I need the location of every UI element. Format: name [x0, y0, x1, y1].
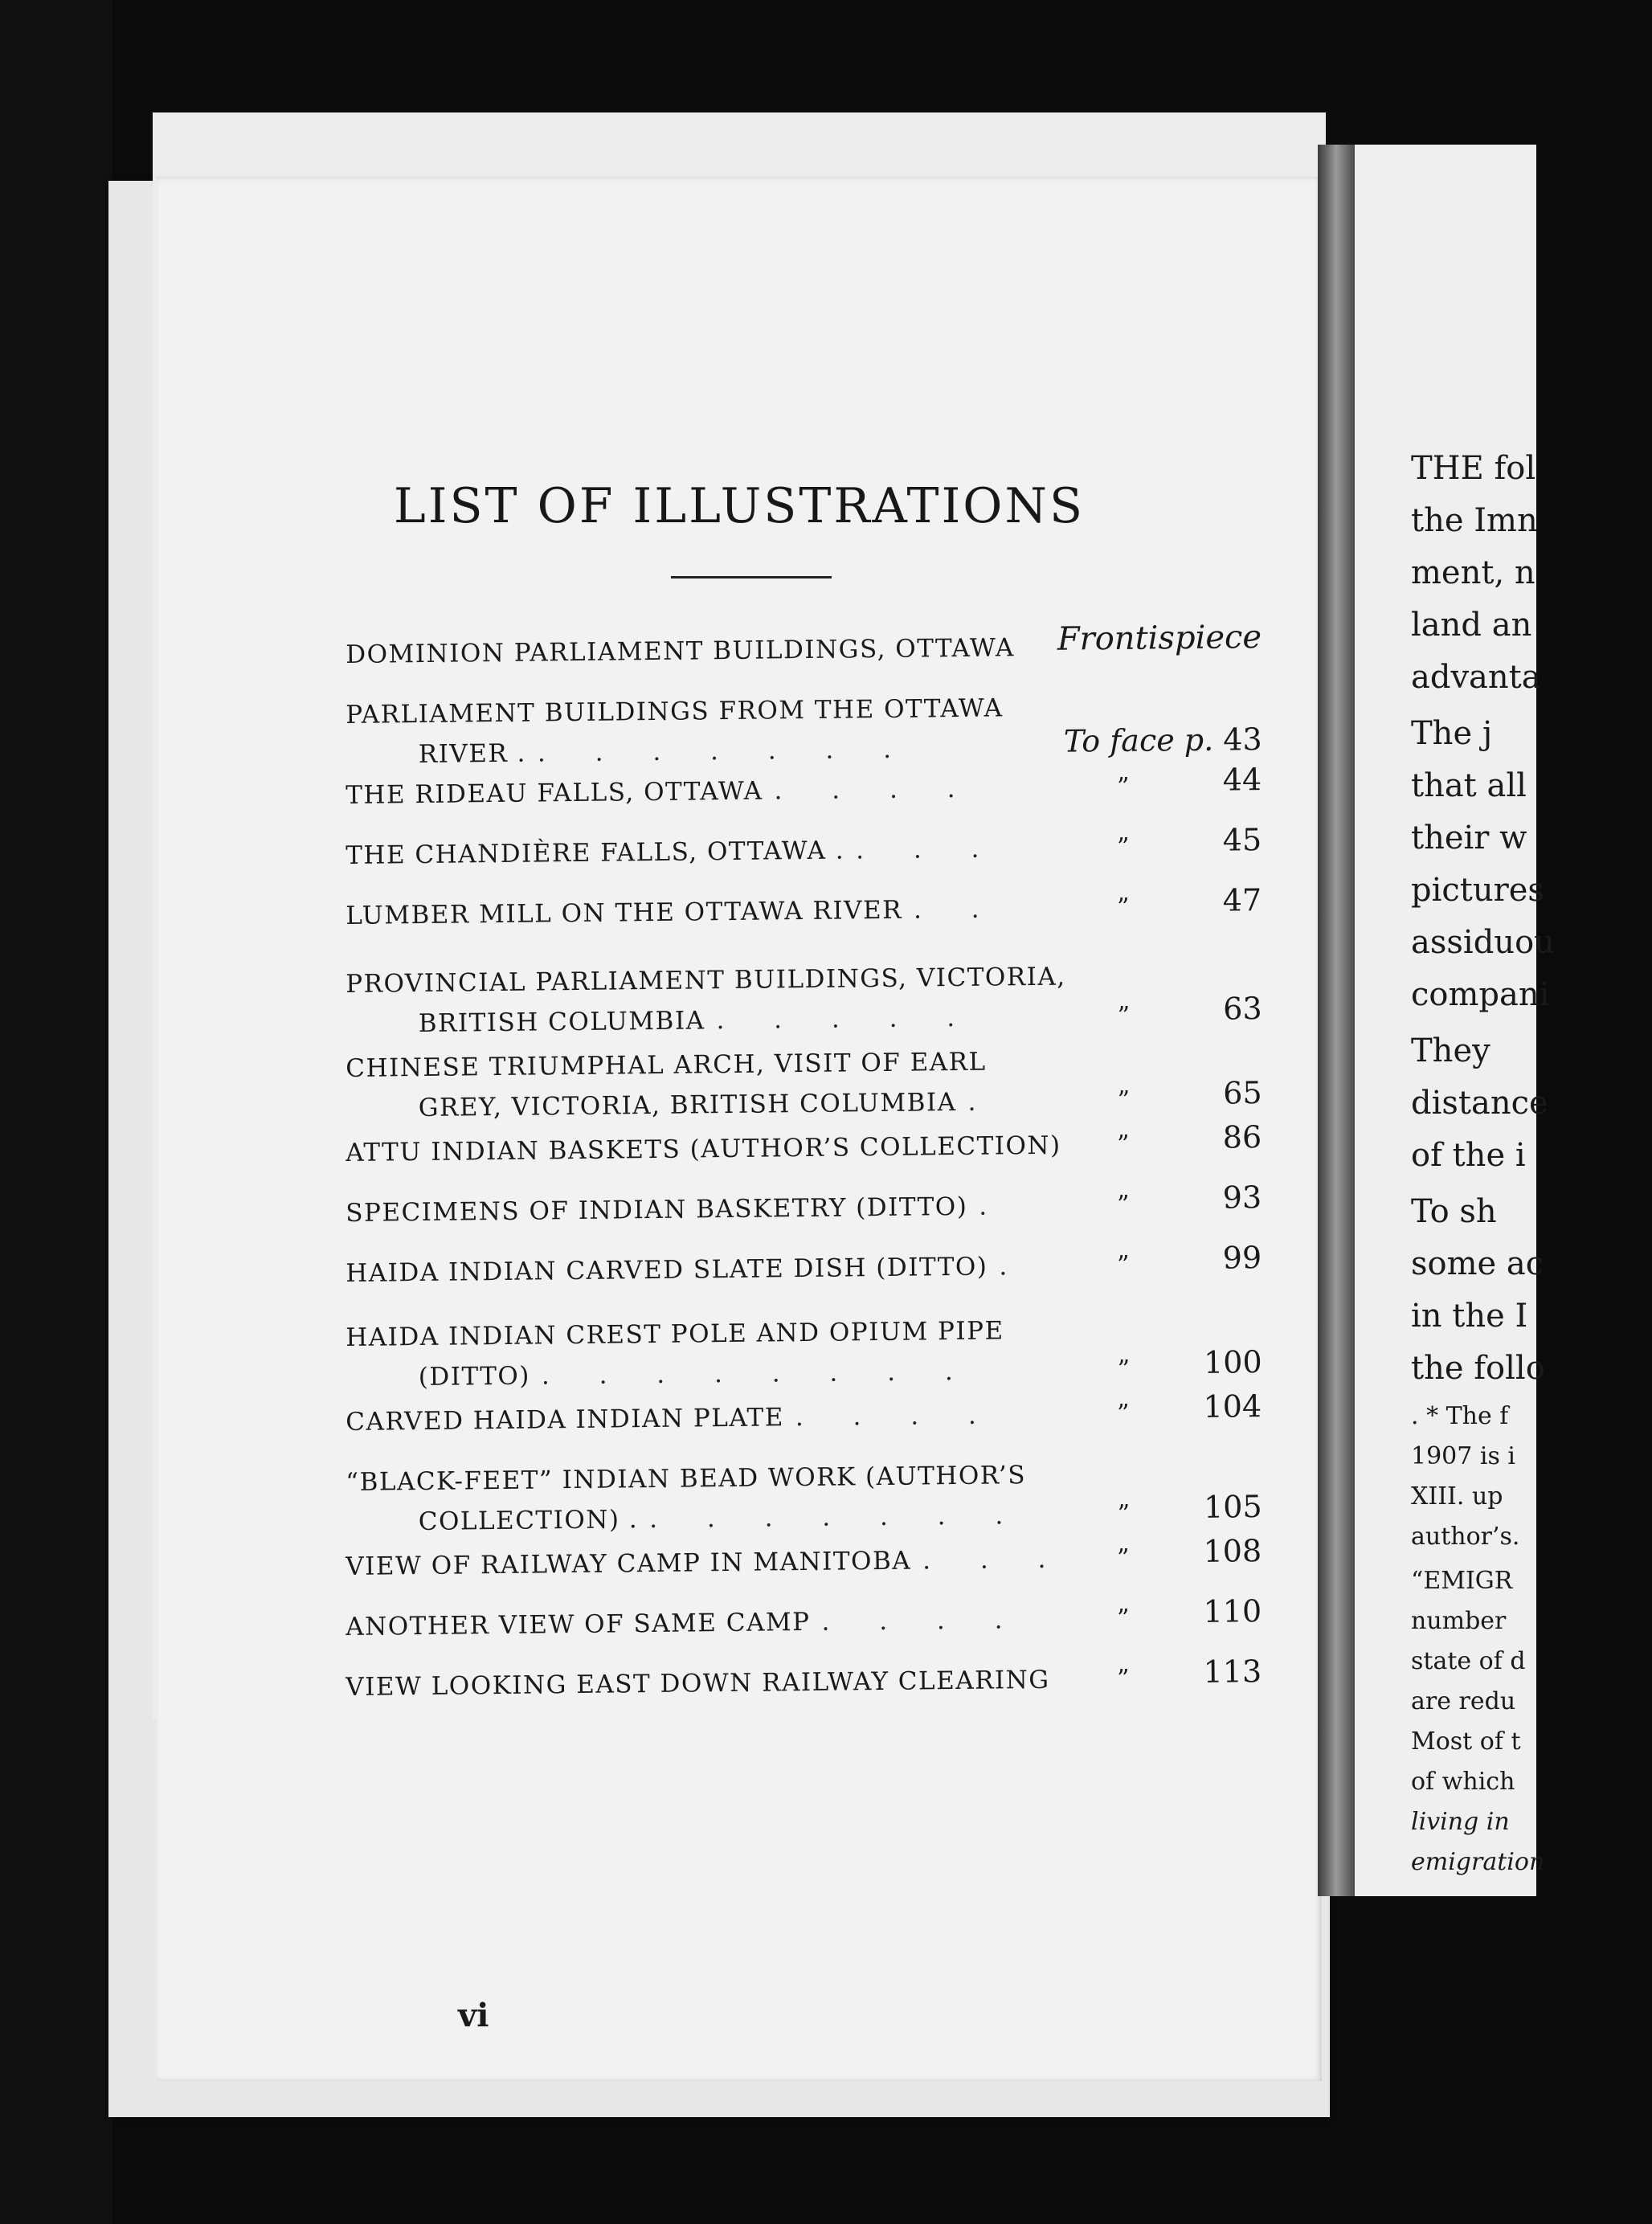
book-page-right: [1355, 145, 1555, 1896]
entry-caption-line: [346, 1489, 1262, 1543]
ditto-mark: ”: [1117, 1250, 1131, 1279]
right-page-line: distance: [1411, 1085, 1548, 1122]
leader-dots: . . . . . . .: [537, 734, 913, 768]
right-page-line: some ac: [1411, 1245, 1544, 1282]
page-number: 113: [1203, 1654, 1262, 1690]
entry-caption: “BLACK-FEET” INDIAN BEAD WORK (AUTHOR’S: [346, 1461, 1027, 1497]
page-number: 99: [1222, 1240, 1262, 1276]
ditto-mark: ”: [1117, 1664, 1131, 1693]
entry-caption-line: [346, 1533, 1262, 1587]
page-title: LIST OF ILLUSTRATIONS: [393, 478, 1086, 534]
right-page-footnote-line: XIII. up: [1411, 1482, 1503, 1511]
leader-dots: . . . .: [795, 1400, 997, 1433]
right-page-footnote-line: Most of t: [1411, 1727, 1521, 1756]
leader-dots: . . . . . . . .: [541, 1356, 974, 1391]
ditto-mark: ”: [1117, 1130, 1131, 1159]
right-page-line: To sh: [1411, 1193, 1497, 1230]
right-page-line: of the i: [1411, 1137, 1526, 1174]
entry-caption: GREY, VICTORIA, BRITISH COLUMBIA: [418, 1088, 957, 1123]
entry-caption: COLLECTION) .: [418, 1505, 639, 1537]
illustration-entry: [346, 1119, 1262, 1173]
entry-caption-line: [346, 822, 1262, 876]
entry-caption: THE CHANDIÈRE FALLS, OTTAWA .: [346, 836, 845, 870]
illustration-entry: [346, 619, 1262, 675]
page-number: 104: [1203, 1388, 1262, 1425]
right-page-line: in the I: [1411, 1298, 1528, 1335]
page-number: 44: [1222, 762, 1262, 798]
page-number: 63: [1223, 991, 1262, 1027]
right-page-line: that all: [1411, 767, 1527, 804]
illustration-entry: [346, 1179, 1262, 1233]
right-page-footnote-line: are redu: [1411, 1687, 1516, 1715]
entry-caption-line: [346, 1179, 1262, 1233]
right-page-line: pictures: [1411, 872, 1544, 909]
illustration-entry: [346, 762, 1262, 816]
page-number: 108: [1203, 1533, 1262, 1569]
entry-caption-line: [346, 1119, 1262, 1173]
ditto-mark: ”: [1117, 1355, 1131, 1384]
illustration-entry: [346, 1039, 1262, 1129]
leader-dots: . . . .: [774, 774, 976, 806]
entry-caption-line: [346, 1075, 1262, 1129]
right-page-footnote-line: emigration: [1411, 1848, 1545, 1876]
entry-caption: SPECIMENS OF INDIAN BASKETRY (DITTO): [346, 1192, 968, 1228]
illustration-entry: [346, 1388, 1262, 1442]
entry-caption: PARLIAMENT BUILDINGS FROM THE OTTAWA: [346, 693, 1004, 730]
leader-dots: .: [967, 1087, 997, 1117]
right-page-line: They: [1411, 1032, 1490, 1069]
right-page-footnote-line: “EMIGR: [1411, 1567, 1513, 1595]
entry-caption-line: [346, 1388, 1262, 1442]
entry-caption: CARVED HAIDA INDIAN PLATE: [346, 1403, 785, 1437]
to-face-label: To face p.: [1063, 722, 1224, 759]
entry-caption: RIVER .: [418, 738, 527, 770]
entry-caption: BRITISH COLUMBIA: [418, 1006, 705, 1039]
entry-caption: LUMBER MILL ON THE OTTAWA RIVER: [346, 895, 903, 930]
right-page-line: their w: [1411, 820, 1527, 856]
entry-caption: ATTU INDIAN BASKETS (AUTHOR’S COLLECTION): [346, 1130, 1061, 1167]
page-reference: [1064, 719, 1262, 762]
frontispiece-label: Frontispiece: [1057, 619, 1262, 658]
right-page-footnote-line: of which: [1411, 1768, 1515, 1796]
entry-caption: THE RIDEAU FALLS, OTTAWA: [346, 776, 763, 810]
entry-caption: HAIDA INDIAN CREST POLE AND OPIUM PIPE: [346, 1316, 1004, 1352]
right-page-line: the follo: [1411, 1350, 1545, 1387]
entry-caption: (DITTO): [418, 1361, 531, 1392]
ditto-mark: ”: [1117, 1499, 1131, 1528]
entry-caption: CHINESE TRIUMPHAL ARCH, VISIT OF EARL: [346, 1047, 987, 1083]
right-page-line: land an: [1411, 607, 1532, 644]
background-left: [0, 0, 112, 2224]
illustration-entry: [346, 685, 1262, 775]
right-page-footnote-line: 1907 is i: [1411, 1442, 1516, 1470]
right-page-footnote-line: living in: [1411, 1808, 1510, 1836]
page-number: 86: [1222, 1119, 1262, 1155]
page-number: 93: [1222, 1179, 1262, 1216]
page-number: 105: [1203, 1489, 1262, 1525]
right-page-line: The j: [1411, 715, 1493, 752]
right-page-footnote-line: number: [1411, 1607, 1507, 1635]
entry-caption-line: [346, 882, 1262, 936]
entry-caption: ANOTHER VIEW OF SAME CAMP: [346, 1607, 811, 1641]
right-page-line: the Imn: [1411, 502, 1538, 539]
entry-caption: DOMINION PARLIAMENT BUILDINGS, OTTAWA: [346, 633, 1015, 669]
entry-caption-line: [346, 762, 1262, 816]
entry-caption-line: [346, 991, 1262, 1045]
page-number: 110: [1203, 1593, 1262, 1629]
right-page-footnote-line: author’s.: [1411, 1523, 1520, 1551]
leader-dots: . . .: [855, 834, 1000, 865]
entry-caption: VIEW LOOKING EAST DOWN RAILWAY CLEARING: [346, 1665, 1050, 1702]
leader-dots: . . . . .: [716, 1003, 976, 1036]
illustration-entry: [346, 822, 1262, 876]
page-number: 100: [1203, 1344, 1262, 1380]
ditto-mark: ”: [1117, 1190, 1131, 1219]
right-page-line: ment, n: [1411, 554, 1535, 591]
page-number: 43: [1223, 722, 1262, 758]
leader-dots: .: [999, 1252, 1028, 1282]
book-gutter: [1318, 145, 1355, 1896]
leader-dots: .: [979, 1192, 1008, 1221]
page-number: 45: [1222, 822, 1262, 858]
illustration-entry: [346, 1240, 1262, 1294]
book-page-left: [157, 177, 1322, 2081]
illustration-entry: [346, 1654, 1262, 1707]
illustration-entry: [346, 882, 1262, 936]
illustration-entry: [346, 955, 1262, 1045]
ditto-mark: ”: [1117, 832, 1131, 861]
right-page-line: compani: [1411, 976, 1550, 1013]
page-number: 65: [1223, 1075, 1262, 1111]
page-number: 47: [1222, 882, 1262, 918]
entry-caption: HAIDA INDIAN CARVED SLATE DISH (DITTO): [346, 1252, 988, 1288]
title-rule: [671, 576, 832, 578]
leader-dots: . . . .: [821, 1605, 1024, 1637]
leader-dots: . .: [913, 894, 1000, 925]
entry-caption-line: [346, 1593, 1262, 1647]
entry-caption: VIEW OF RAILWAY CAMP IN MANITOBA: [346, 1546, 912, 1581]
ditto-mark: ”: [1117, 1543, 1131, 1572]
illustration-entry: [346, 1308, 1262, 1398]
leader-dots: . . . . . . .: [648, 1501, 1024, 1535]
right-page-line: THE fol: [1411, 450, 1536, 487]
illustration-entry: [346, 1453, 1262, 1543]
ditto-mark: ”: [1117, 772, 1131, 801]
right-page-footnote-line: state of d: [1411, 1647, 1526, 1675]
illustration-entry: [346, 1593, 1262, 1647]
right-page-footnote-line: . * The f: [1411, 1402, 1509, 1430]
right-page-line: advanta: [1411, 659, 1541, 696]
leader-dots: . . .: [922, 1544, 1067, 1576]
ditto-mark: ”: [1117, 893, 1131, 922]
entry-caption-line: [346, 1654, 1262, 1707]
entry-caption-line: [346, 619, 1262, 675]
ditto-mark: ”: [1117, 1085, 1131, 1114]
ditto-mark: ”: [1117, 1604, 1131, 1633]
illustration-entry: [346, 1533, 1262, 1587]
page-folio: vi: [458, 1997, 489, 2034]
entry-caption: PROVINCIAL PARLIAMENT BUILDINGS, VICTORIA,: [346, 962, 1066, 999]
entry-caption-line: [346, 1344, 1262, 1398]
ditto-mark: ”: [1117, 1001, 1131, 1030]
entry-caption-line: [346, 1240, 1262, 1294]
ditto-mark: ”: [1117, 1399, 1131, 1428]
right-page-line: assiduou: [1411, 924, 1555, 961]
